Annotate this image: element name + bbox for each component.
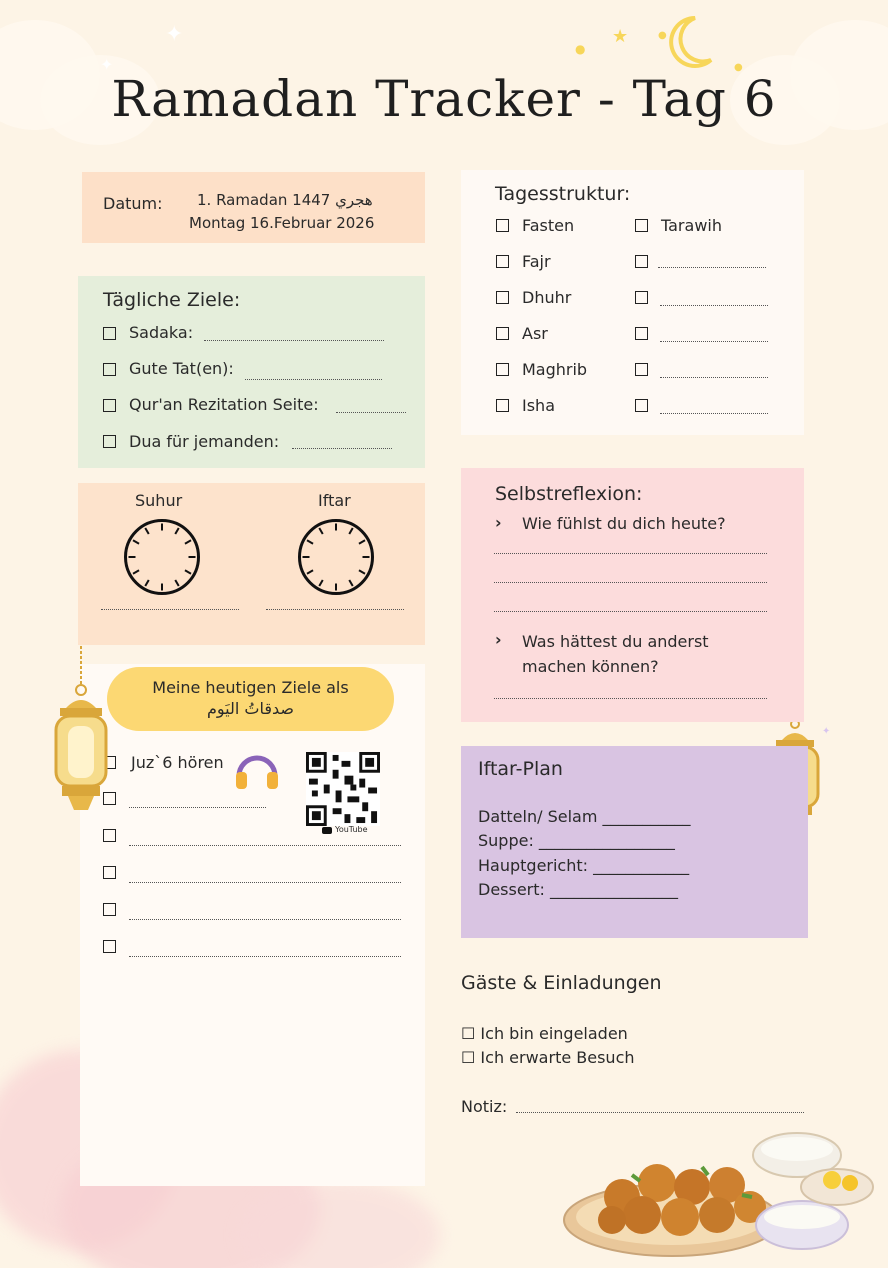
hijri-date: 1. Ramadan 1447 هجري	[197, 191, 373, 209]
clock-tick	[189, 556, 196, 558]
goal-label: Qur'an Rezitation Seite:	[129, 395, 319, 414]
iftar-plan-line[interactable]: Suppe: _________________	[478, 831, 675, 850]
sadaqa-heading-pill	[107, 667, 394, 731]
prayer-checkbox-maghrib[interactable]	[496, 363, 509, 376]
chevron-right-icon: ›	[495, 513, 502, 532]
guests-heading: Gäste & Einladungen	[461, 972, 662, 994]
clock-tick	[348, 527, 353, 534]
suhur-label: Suhur	[135, 491, 183, 510]
youtube-label: YouTube	[335, 825, 368, 834]
goal-checkbox[interactable]	[103, 363, 116, 376]
prayer-label: Fajr	[522, 252, 551, 271]
custom-task-line[interactable]	[660, 341, 768, 342]
custom-task-checkbox[interactable]	[635, 327, 648, 340]
guest-option-expecting[interactable]: ☐ Ich erwarte Besuch	[461, 1048, 635, 1067]
clock-tick	[358, 539, 365, 544]
sadaqa-write-line[interactable]	[129, 807, 266, 808]
self-reflection-heading: Selbstreflexion:	[495, 483, 643, 505]
clock-tick	[318, 527, 323, 534]
sadaqa-write-line[interactable]	[129, 845, 401, 846]
sadaqa-checkbox[interactable]	[103, 903, 116, 916]
clock-tick	[335, 584, 337, 591]
iftar-clock-icon	[298, 519, 374, 595]
sadaqa-write-line[interactable]	[129, 956, 401, 957]
clock-tick	[303, 556, 310, 558]
youtube-icon	[322, 827, 332, 834]
sadaqa-heading-line1: Meine heutigen Ziele als	[152, 678, 349, 697]
sadaqa-heading-line2: صدقاتُ اليَوم	[207, 699, 294, 718]
clock-tick	[132, 569, 139, 574]
suhur-clock-icon	[124, 519, 200, 595]
prayer-label: Dhuhr	[522, 288, 572, 307]
reflection-answer-line[interactable]	[494, 553, 767, 554]
date-label: Datum:	[103, 194, 163, 213]
prayer-label: Fasten	[522, 216, 575, 235]
lantern-icon	[48, 646, 114, 820]
daily-goals-box	[78, 276, 425, 468]
svg-text:✦: ✦	[822, 726, 830, 737]
sadaqa-write-line[interactable]	[129, 882, 401, 883]
clock-tick	[348, 579, 353, 586]
custom-task-checkbox[interactable]	[635, 255, 648, 268]
sadaqa-checkbox[interactable]	[103, 866, 116, 879]
star-dot-icon: ●	[575, 42, 586, 56]
prayer-label: Asr	[522, 324, 548, 343]
reflection-question-1: Wie fühlst du dich heute?	[522, 514, 726, 533]
clock-tick	[335, 524, 337, 531]
daily-structure-heading: Tagesstruktur:	[495, 183, 631, 205]
clock-tick	[318, 579, 323, 586]
qr-code-icon[interactable]	[306, 752, 380, 826]
goal-write-line[interactable]	[204, 340, 384, 341]
goal-write-line[interactable]	[245, 379, 382, 380]
prayer-checkbox-isha[interactable]	[496, 399, 509, 412]
sadaqa-checkbox[interactable]	[103, 829, 116, 842]
sadaqa-goals-box	[80, 664, 425, 1186]
star-dot-icon: ●	[658, 30, 667, 41]
star-dot-icon: ●	[734, 62, 743, 73]
note-write-line[interactable]	[516, 1112, 804, 1113]
reflection-answer-line[interactable]	[494, 698, 767, 699]
falafel-plate-illustration	[562, 1125, 878, 1264]
clock-tick	[161, 584, 163, 591]
clock-tick	[132, 539, 139, 544]
prayer-checkbox-asr[interactable]	[496, 327, 509, 340]
moon-icon	[665, 14, 715, 70]
reflection-answer-line[interactable]	[494, 611, 767, 612]
goal-write-line[interactable]	[292, 448, 392, 449]
custom-task-checkbox[interactable]	[635, 363, 648, 376]
iftar-plan-line[interactable]: Dessert: ________________	[478, 880, 679, 899]
clock-tick	[129, 556, 136, 558]
iftar-label: Iftar	[318, 491, 351, 510]
goal-label: Dua für jemanden:	[129, 432, 280, 451]
iftar-plan-line[interactable]: Datteln/ Selam ___________	[478, 807, 691, 826]
prayer-checkbox-dhuhr[interactable]	[496, 291, 509, 304]
prayer-checkbox-fajr[interactable]	[496, 255, 509, 268]
iftar-plan-heading: Iftar-Plan	[478, 758, 563, 780]
daily-goals-heading: Tägliche Ziele:	[103, 289, 241, 311]
prayer-label: Isha	[522, 396, 555, 415]
clock-tick	[358, 569, 365, 574]
clock-tick	[144, 527, 149, 534]
prayer-label: Maghrib	[522, 360, 588, 379]
clock-tick	[306, 539, 313, 544]
clock-tick	[174, 527, 179, 534]
iftar-time-line[interactable]	[266, 609, 404, 610]
gregorian-date: Montag 16.Februar 2026	[189, 214, 375, 232]
headphones-icon	[233, 750, 281, 796]
clock-tick	[144, 579, 149, 586]
reflection-question-2-line2: machen können?	[522, 657, 659, 676]
reflection-question-2-line1: Was hättest du anderst	[522, 632, 709, 651]
suhur-iftar-box	[78, 483, 425, 645]
goal-label: Gute Tat(en):	[129, 359, 234, 378]
clock-tick	[306, 569, 313, 574]
tarawih-label: Tarawih	[661, 216, 722, 235]
chevron-right-icon: ›	[495, 630, 502, 649]
clock-tick	[184, 569, 191, 574]
page-title: Ramadan Tracker - Tag 6	[111, 70, 777, 128]
note-label: Notiz:	[461, 1097, 508, 1116]
custom-task-checkbox[interactable]	[635, 291, 648, 304]
star-outline-icon: ✦	[100, 55, 114, 74]
custom-task-line[interactable]	[660, 377, 768, 378]
suhur-time-line[interactable]	[101, 609, 239, 610]
prayer-checkbox-fasten[interactable]	[496, 219, 509, 232]
custom-task-line[interactable]	[658, 267, 766, 268]
clock-tick	[184, 539, 191, 544]
daily-structure-box	[461, 170, 804, 435]
star-icon: ★	[612, 26, 629, 47]
goal-write-line[interactable]	[336, 412, 406, 413]
self-reflection-box	[461, 468, 804, 722]
star-outline-icon: ✦	[165, 22, 184, 47]
iftar-plan-box	[461, 746, 808, 938]
guest-option-invited[interactable]: ☐ Ich bin eingeladen	[461, 1024, 628, 1043]
clock-tick	[174, 579, 179, 586]
goal-label: Sadaka:	[129, 323, 194, 342]
custom-task-line[interactable]	[660, 305, 768, 306]
sadaqa-item-label: Juz`6 hören	[131, 753, 224, 772]
sadaqa-checkbox[interactable]	[103, 940, 116, 953]
custom-task-line[interactable]	[660, 413, 768, 414]
goal-checkbox[interactable]	[103, 327, 116, 340]
clock-tick	[363, 556, 370, 558]
custom-task-checkbox[interactable]	[635, 399, 648, 412]
reflection-answer-line[interactable]	[494, 582, 767, 583]
clock-tick	[161, 524, 163, 531]
goal-checkbox[interactable]	[103, 399, 116, 412]
iftar-plan-line[interactable]: Hauptgericht: ____________	[478, 856, 690, 875]
date-box	[82, 172, 425, 243]
tarawih-checkbox[interactable]	[635, 219, 648, 232]
sadaqa-write-line[interactable]	[129, 919, 401, 920]
goal-checkbox[interactable]	[103, 435, 116, 448]
